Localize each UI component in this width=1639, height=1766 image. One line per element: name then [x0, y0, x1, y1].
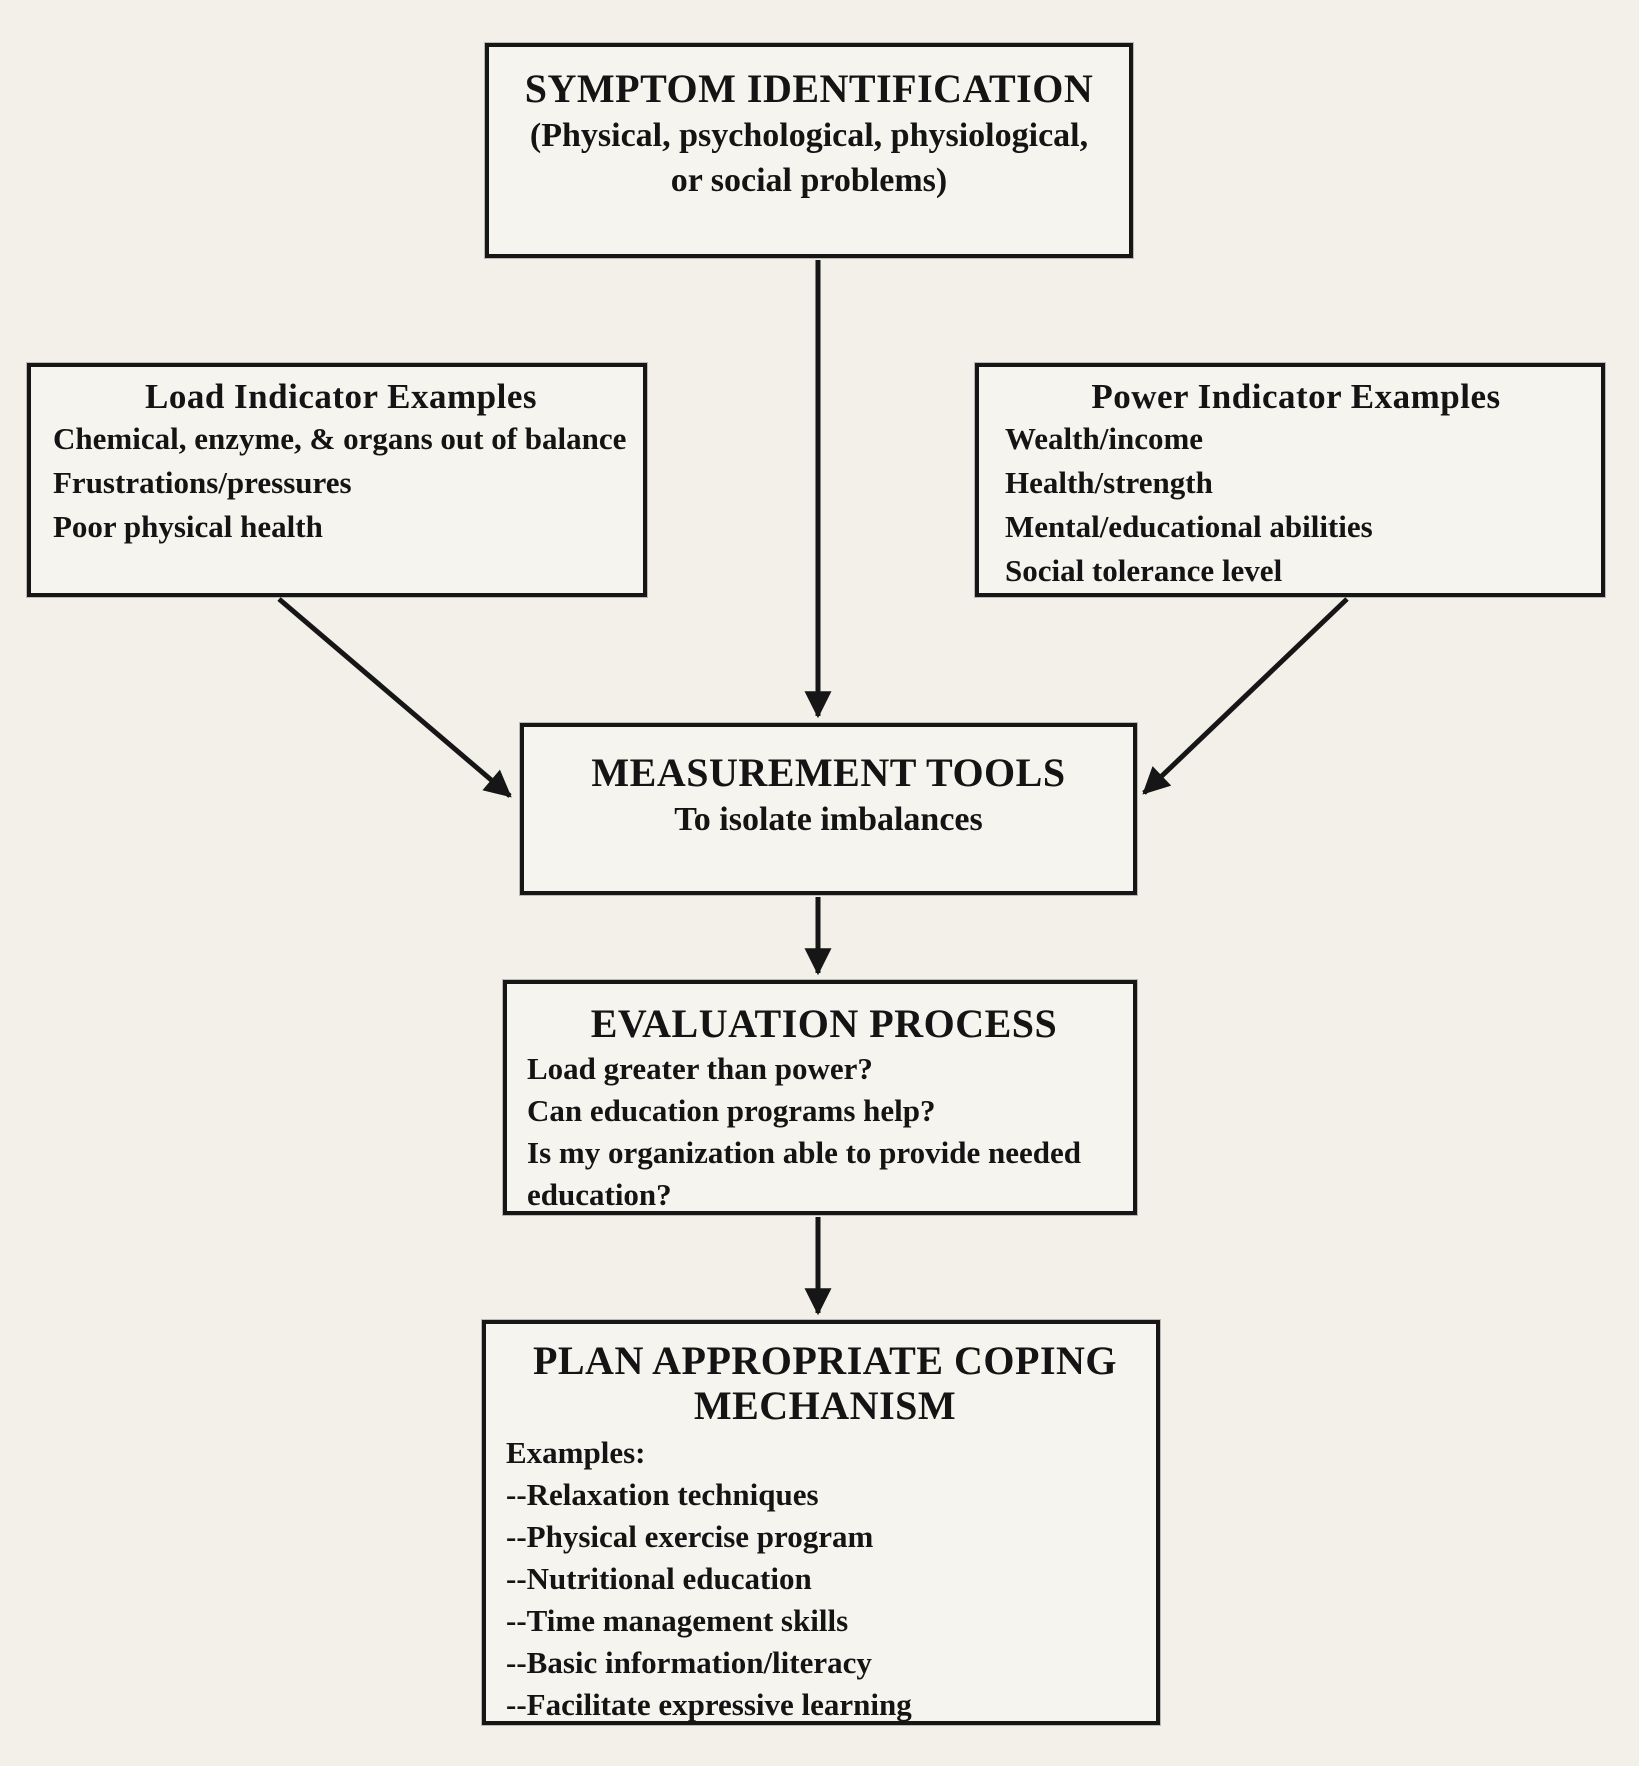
- evaluation-process-title: EVALUATION PROCESS: [590, 1001, 1058, 1046]
- coping-example-item: --Nutritional education: [506, 1561, 812, 1596]
- power-indicator-box: [975, 363, 1605, 597]
- coping-example-item: --Facilitate expressive learning: [506, 1687, 912, 1722]
- symptom-identification-subtitle-line1: (Physical, psychological, physiological,: [529, 117, 1089, 154]
- power-indicator-title: Power Indicator Examples: [1091, 377, 1501, 416]
- arrow-power-to-measurement: [1144, 599, 1347, 793]
- power-indicator-item: Social tolerance level: [1005, 553, 1283, 588]
- load-indicator-title: Load Indicator Examples: [144, 377, 538, 416]
- symptom-identification-box: [485, 43, 1133, 258]
- coping-example-item: --Relaxation techniques: [506, 1477, 819, 1512]
- evaluation-question: Can education programs help?: [527, 1093, 936, 1128]
- coping-examples-label: Examples:: [506, 1435, 646, 1470]
- load-indicator-box: [27, 363, 647, 597]
- coping-example-item: --Basic information/literacy: [506, 1645, 872, 1680]
- power-indicator-item: Mental/educational abilities: [1005, 509, 1373, 544]
- symptom-identification-subtitle-line2: or social problems): [670, 162, 948, 199]
- coping-mechanism-title-line1: PLAN APPROPRIATE COPING: [532, 1338, 1118, 1383]
- arrow-load-to-measurement: [279, 599, 510, 796]
- load-indicator-item: Frustrations/pressures: [53, 465, 352, 500]
- load-indicator-item: Poor physical health: [53, 509, 323, 544]
- coping-example-item: --Physical exercise program: [506, 1519, 874, 1554]
- evaluation-question: Load greater than power?: [527, 1051, 873, 1086]
- evaluation-question: Is my organization able to provide needed education?: [527, 1135, 1081, 1212]
- evaluation-process-box: [503, 980, 1137, 1215]
- measurement-tools-subtitle: To isolate imbalances: [674, 801, 983, 838]
- coping-mechanism-box: [482, 1320, 1160, 1725]
- coping-example-item: --Time management skills: [506, 1603, 849, 1638]
- measurement-tools-title: MEASUREMENT TOOLS: [591, 750, 1066, 795]
- power-indicator-item: Health/strength: [1005, 465, 1213, 500]
- symptom-identification-title: SYMPTOM IDENTIFICATION: [524, 66, 1094, 111]
- power-indicator-item: Wealth/income: [1005, 421, 1204, 456]
- coping-mechanism-title-line2: MECHANISM: [693, 1383, 957, 1428]
- measurement-tools-box: [520, 723, 1137, 895]
- load-indicator-item: Chemical, enzyme, & organs out of balance: [53, 421, 627, 456]
